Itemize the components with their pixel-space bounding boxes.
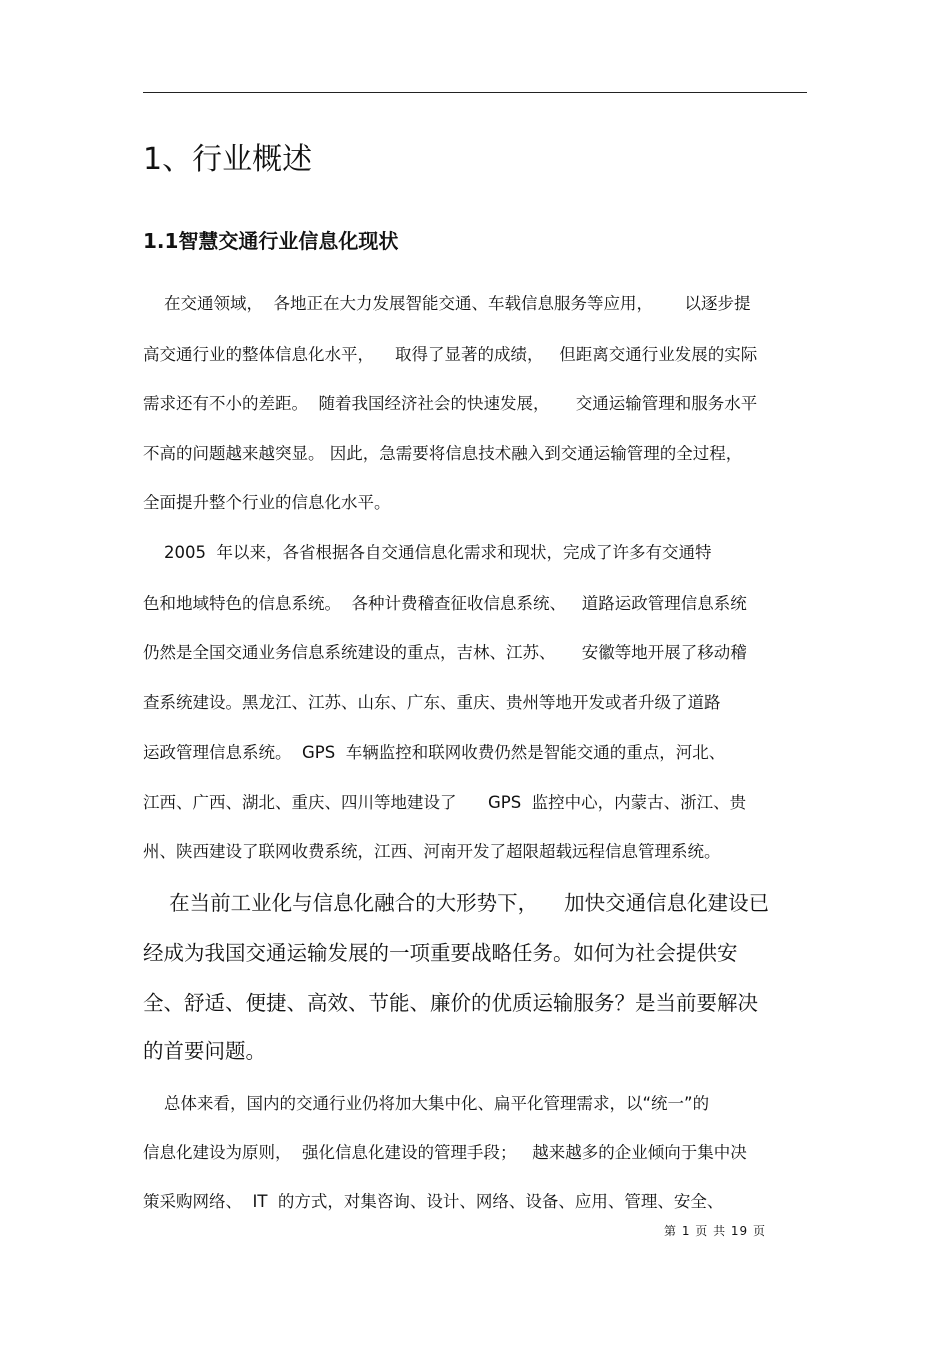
subsection-heading	[143, 226, 398, 256]
paragraph-line: 江西、广西、湖北、重庆、四川等地建设了 GPS 监控中心，内蒙古、浙江、贵	[143, 793, 747, 812]
paragraph-line: 在交通领域， 各地正在大力发展智能交通、车载信息服务等应用， 以逐步提	[143, 294, 751, 313]
paragraph-line: 仍然是全国交通业务信息系统建设的重点，吉林、江苏、 安徽等地开展了移动稽	[143, 643, 747, 662]
page-number-footer: 第 1 页 共 19 页	[664, 1224, 766, 1238]
paragraph-line: 全面提升整个行业的信息化水平。	[143, 493, 391, 512]
paragraph-line: 运政管理信息系统。 GPS 车辆监控和联网收费仍然是智能交通的重点，河北、	[143, 743, 726, 762]
paragraph-line: 查系统建设。黑龙江、江苏、山东、广东、重庆、贵州等地开发或者升级了道路	[143, 693, 721, 712]
section-heading: 1、行业概述	[143, 142, 313, 177]
paragraph-line: 在当前工业化与信息化融合的大形势下， 加快交通信息化建设已	[143, 891, 770, 915]
paragraph-line: 经成为我国交通运输发展的一项重要战略任务。如何为社会提供安	[143, 941, 738, 965]
subsection-number: 1.1	[143, 229, 179, 253]
paragraph-line: 2005 年以来，各省根据各自交通信息化需求和现状，完成了许多有交通特	[143, 543, 712, 562]
paragraph-line: 的首要问题。	[143, 1039, 266, 1063]
paragraph-line: 色和地域特色的信息系统。 各种计费稽查征收信息系统、 道路运政管理信息系统	[143, 594, 747, 613]
paragraph-line: 策采购网络、 IT 的方式，对集咨询、设计、网络、设备、应用、管理、安全、	[143, 1192, 724, 1211]
paragraph-line: 全、舒适、便捷、高效、节能、廉价的优质运输服务？是当前要解决	[143, 991, 758, 1015]
paragraph-line: 总体来看，国内的交通行业仍将加大集中化、扁平化管理需求，以“统一”的	[143, 1094, 710, 1113]
paragraph-line: 信息化建设为原则， 强化信息化建设的管理手段； 越来越多的企业倾向于集中决	[143, 1143, 747, 1162]
paragraph-line: 高交通行业的整体信息化水平， 取得了显著的成绩， 但距离交通行业发展的实际	[143, 345, 758, 364]
paragraph-line: 不高的问题越来越突显。 因此，急需要将信息技术融入到交通运输管理的全过程，	[143, 444, 743, 463]
header-rule	[143, 92, 807, 93]
paragraph-line: 州、陕西建设了联网收费系统，江西、河南开发了超限超载远程信息管理系统。	[143, 842, 721, 861]
paragraph-line: 需求还有不小的差距。 随着我国经济社会的快速发展， 交通运输管理和服务水平	[143, 394, 758, 413]
subsection-title: 智慧交通行业信息化现状	[178, 229, 399, 253]
